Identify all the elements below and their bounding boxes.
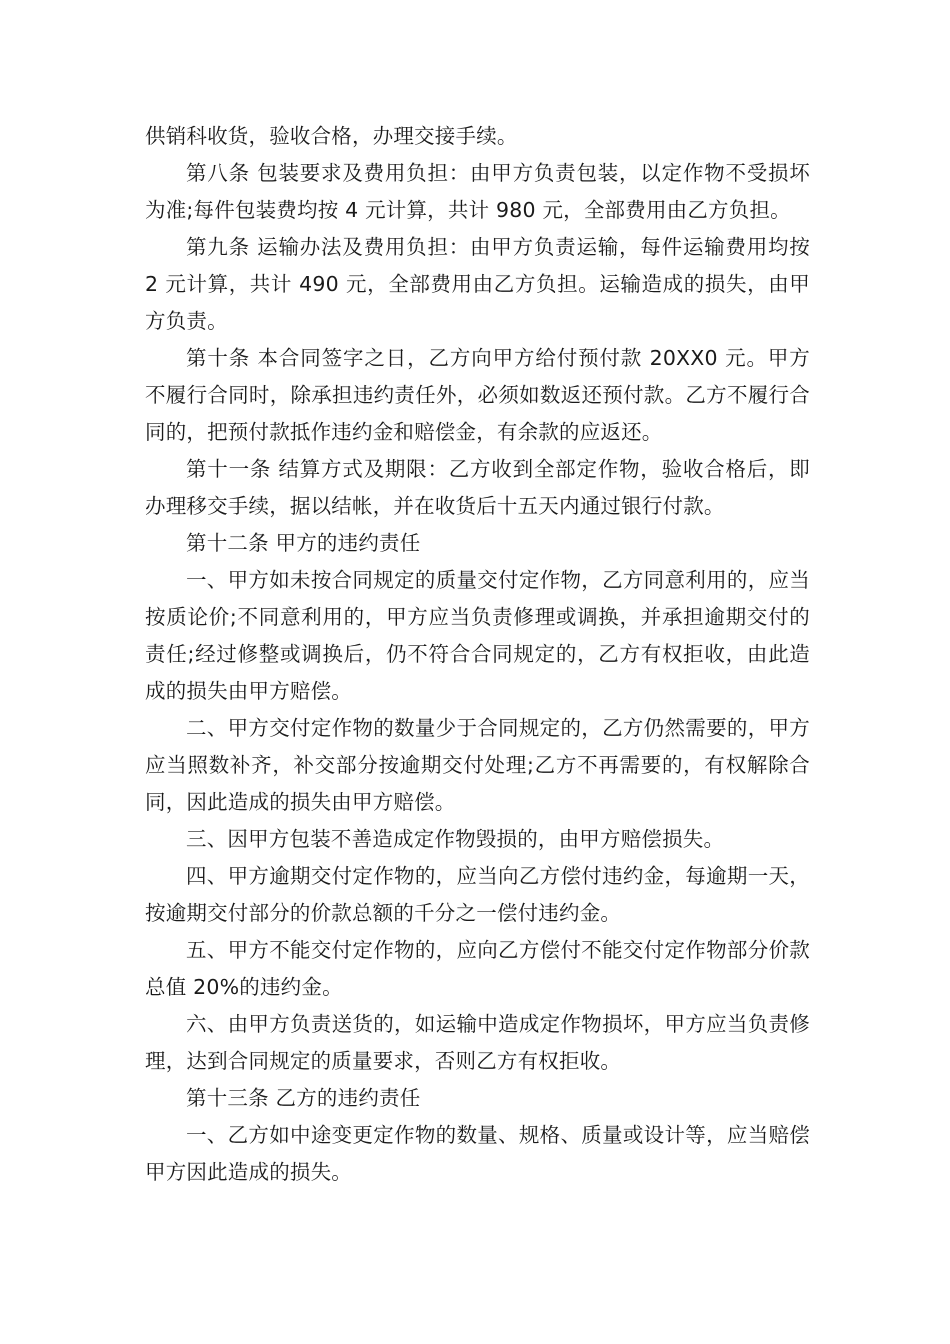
document-body: [145, 118, 810, 1191]
paragraph-12-item-5: 五、甲方不能交付定作物的，应向乙方偿付不能交付定作物部分价款总值 20%的违约金。: [145, 938, 810, 999]
paragraph-12-item-3: 三、因甲方包装不善造成定作物毁损的，由甲方赔偿损失。: [186, 827, 725, 851]
paragraph-article-9: 第九条 运输办法及费用负担：由甲方负责运输，每件运输费用均按 2 元计算，共计 490 元，全部费用由乙方负担。运输造成的损失，由甲方负责。: [145, 235, 810, 333]
heading-article-13: 第十三条 乙方的违约责任: [186, 1086, 421, 1110]
paragraph-13-item-1: 一、乙方如中途变更定作物的数量、规格、质量或设计等，应当赔偿甲方因此造成的损失。: [145, 1123, 810, 1184]
heading-article-12: 第十二条 甲方的违约责任: [186, 531, 421, 555]
paragraph-12-item-1: 一、甲方如未按合同规定的质量交付定作物，乙方同意利用的，应当按质论价;不同意利用的，甲方应当负责修理或调换，并承担逾期交付的责任;经过修整或调换后，仍不符合合同规定的，乙方有权拒收，由此造成的损失由甲方赔偿。: [145, 568, 810, 703]
paragraph-article-11: 第十一条 结算方式及期限：乙方收到全部定作物，验收合格后，即办理移交手续，据以结帐，并在收货后十五天内通过银行付款。: [145, 457, 810, 518]
paragraph-article-10: 第十条 本合同签字之日，乙方向甲方给付预付款 20XX0 元。甲方不履行合同时，除承担违约责任外，必须如数返还预付款。乙方不履行合同的，把预付款抵作违约金和赔偿金，有余款的应返还。: [145, 346, 810, 444]
paragraph-12-item-2: 二、甲方交付定作物的数量少于合同规定的，乙方仍然需要的，甲方应当照数补齐，补交部分按逾期交付处理;乙方不再需要的，有权解除合同，因此造成的损失由甲方赔偿。: [145, 716, 810, 814]
paragraph-1: 供销科收货，验收合格，办理交接手续。: [145, 124, 518, 148]
paragraph-12-item-6: 六、由甲方负责送货的，如运输中造成定作物损坏，甲方应当负责修理，达到合同规定的质量要求，否则乙方有权拒收。: [145, 1012, 810, 1073]
paragraph-12-item-4: 四、甲方逾期交付定作物的，应当向乙方偿付违约金，每逾期一天，按逾期交付部分的价款总额的千分之一偿付违约金。: [145, 864, 810, 925]
paragraph-article-8: 第八条 包装要求及费用负担：由甲方负责包装，以定作物不受损坏为准;每件包装费均按 4 元计算，共计 980 元，全部费用由乙方负担。: [145, 161, 810, 222]
